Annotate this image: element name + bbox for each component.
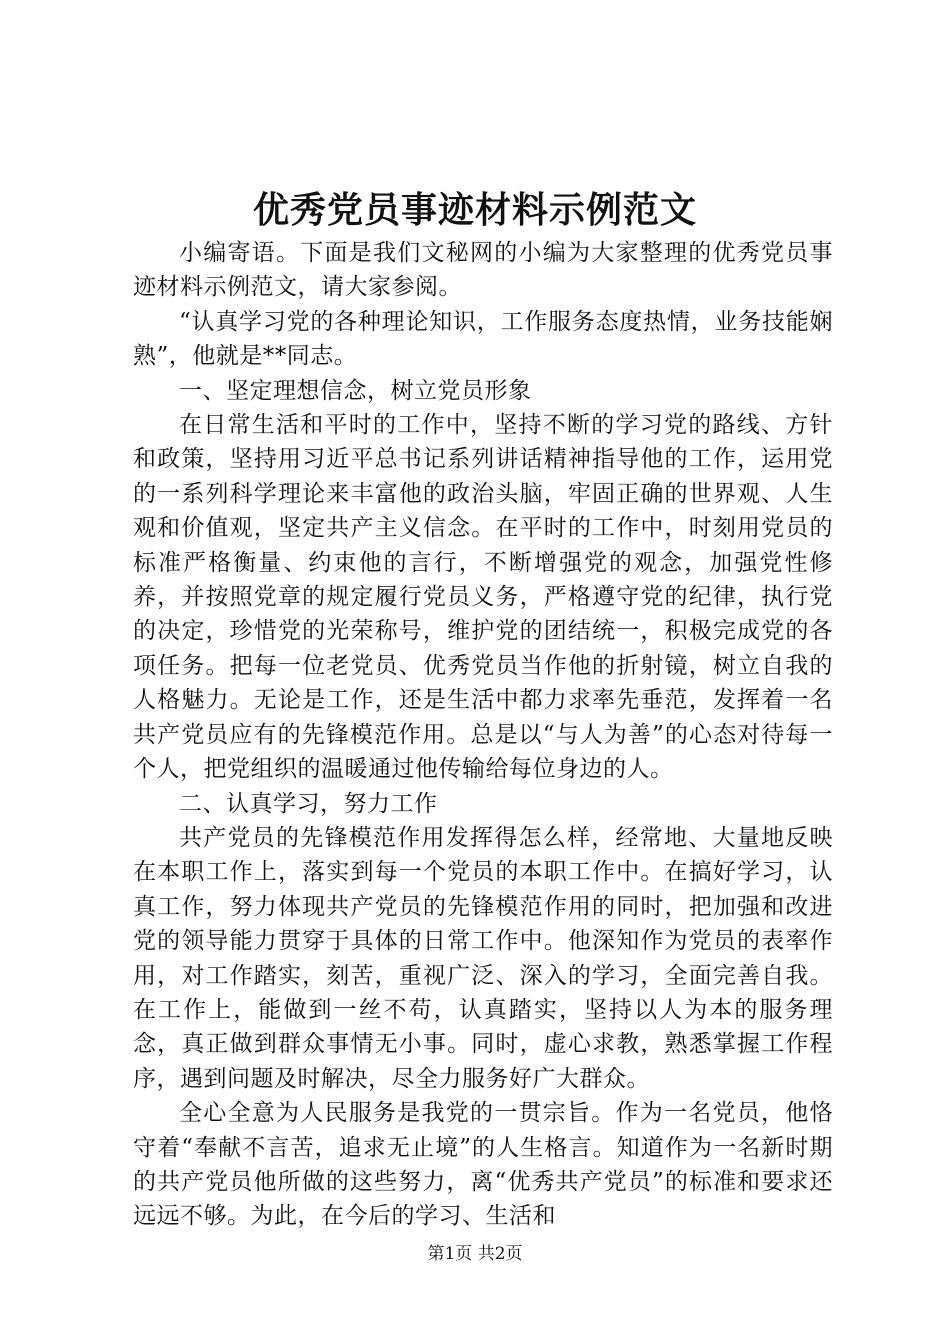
section-heading-2: 二、认真学习，努力工作 [179, 790, 438, 817]
document-body [133, 236, 833, 1234]
paragraph-intro: 小编寄语。下面是我们文秘网的小编为大家整理的优秀党员事迹材料示例范文，请大家参阅。 [133, 240, 833, 301]
document-title: 优秀党员事迹材料示例范文 [252, 189, 697, 231]
page-number-footer: 第1页 共2页 [427, 1244, 523, 1264]
paragraph-section-1: 在日常生活和平时的工作中，坚持不断的学习党的路线、方针和政策，坚持用习近平总书记系列讲话精神指导他的工作，运用党的一系列科学理论来丰富他的政治头脑，牢固正确的世界观、人生观和价值观，坚定共产主义信念。在平时的工作中，时刻用党员的标准严格衡量、约束他的言行，不断增强党的观念，加强党性修养，并按照党章的规定履行党员义务，严格遵守党的纪律，执行党的决定，珍惜党的光荣称号，维护党的团结统一，积极完成党的各项任务。把每一位老党员、优秀党员当作他的折射镜，树立自我的人格魅力。无论是工作，还是生活中都力求率先垂范，发挥着一名共产党员应有的先锋模范作用。总是以“与人为善”的心态对待每一个人，把党组织的温暖通过他传输给每位身边的人。 [133, 412, 833, 783]
paragraph-section-2: 共产党员的先锋模范作用发挥得怎么样，经常地、大量地反映在本职工作上，落实到每一个党员的本职工作中。在搞好学习，认真工作，努力体现共产党员的先锋模范作用的同时，把加强和改进党的领导能力贯穿于具体的日常工作中。他深知作为党员的表率作用，对工作踏实，刻苦，重视广泛、深入的学习，全面完善自我。在工作上，能做到一丝不苟，认真踏实，坚持以人为本的服务理念，真正做到群众事情无小事。同时，虚心求教，熟悉掌握工作程序，遇到问题及时解决，尽全力服务好广大群众。 [133, 824, 833, 1092]
section-heading-1: 一、坚定理想信念，树立党员形象 [179, 377, 532, 404]
paragraph-quote: “认真学习党的各种理论知识，工作服务态度热情，业务技能娴熟”，他就是**同志。 [133, 308, 833, 370]
paragraph-section-2-cont: 全心全意为人民服务是我党的一贯宗旨。作为一名党员，他恪守着“奉献不言苦，追求无止境”的人生格言。知道作为一名新时期的共产党员他所做的这些努力，离“优秀共产党员”的标准和要求还远远不够。为此，在今后的学习、生活和 [133, 1100, 833, 1230]
